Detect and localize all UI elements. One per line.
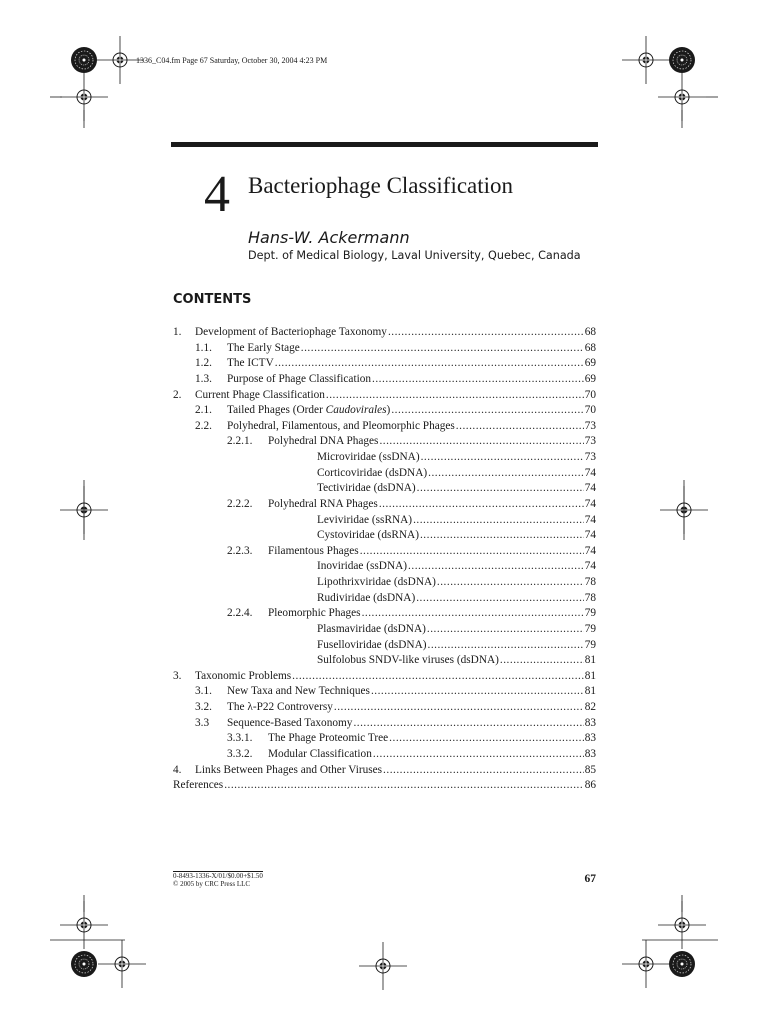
toc-entry <box>173 389 596 405</box>
toc-entry-page: 78 <box>584 591 596 604</box>
toc-entry <box>173 623 596 639</box>
toc-entry-title-text: The λ-P22 Controversy <box>227 701 333 713</box>
toc-entry <box>173 451 596 467</box>
chapter-author: Hans-W. Ackermann <box>248 228 410 247</box>
toc-entry-title-text: Lipothrixviridae (dsDNA) <box>317 576 436 588</box>
toc-entry <box>173 685 596 701</box>
dot-leader <box>391 404 583 416</box>
toc-entry <box>173 560 596 576</box>
toc-entry-title <box>268 498 378 510</box>
toc-entry-title-text: Polyhedral RNA Phages <box>268 497 378 510</box>
toc-entry-page: 74 <box>584 466 596 479</box>
toc-entry-title-text: Plasmaviridae (dsDNA) <box>317 622 426 635</box>
toc-entry <box>173 529 596 545</box>
toc-entry-page: 79 <box>584 607 596 620</box>
toc-entry-page: 73 <box>584 419 596 432</box>
dot-leader <box>362 607 584 619</box>
dot-leader <box>334 701 584 713</box>
toc-entry-title-text: References <box>173 779 224 792</box>
toc-entry-title <box>173 779 223 791</box>
toc-entry <box>173 701 596 717</box>
toc-entry-title <box>317 639 427 651</box>
toc-entry <box>173 357 596 373</box>
toc-entry-page: 74 <box>584 513 596 526</box>
toc-entry-title <box>227 404 390 416</box>
toc-entry-page: 86 <box>584 779 596 792</box>
dot-leader <box>417 482 584 494</box>
toc-entry <box>173 326 596 342</box>
dot-leader <box>420 529 584 541</box>
dot-leader <box>437 576 584 588</box>
toc-entry-title <box>227 420 455 432</box>
toc-entry-page: 73 <box>584 451 596 463</box>
toc-entry <box>173 764 596 780</box>
toc-entry-title <box>268 435 378 447</box>
toc-entry <box>173 545 596 561</box>
contents-heading: CONTENTS <box>173 292 252 307</box>
toc-entry <box>173 342 596 358</box>
dot-leader <box>416 592 584 604</box>
footer-code <box>173 871 263 888</box>
toc-entry-number: 2.1. <box>195 404 212 417</box>
dot-leader <box>360 545 584 557</box>
toc-entry-title-text: Corticoviridae (dsDNA) <box>317 466 428 479</box>
toc-entry-page: 83 <box>584 716 596 729</box>
toc-entry <box>173 639 596 655</box>
toc-entry-title <box>195 326 387 338</box>
toc-entry-title-text: Links Between Phages and Other Viruses <box>195 763 383 776</box>
toc-entry-title-text: Inoviridae (ssDNA) <box>317 560 408 573</box>
toc-entry-title <box>317 576 436 588</box>
toc-entry <box>173 576 596 592</box>
toc-entry-page: 70 <box>584 388 596 401</box>
toc-entry-page: 74 <box>584 482 596 495</box>
toc-entry-page: 69 <box>584 372 596 385</box>
dot-leader <box>389 732 584 744</box>
toc-entry-page: 68 <box>584 326 596 338</box>
toc-entry <box>173 404 596 420</box>
dot-leader <box>371 685 584 697</box>
toc-entry-title <box>268 732 388 744</box>
toc-entry-page: 78 <box>584 576 596 588</box>
toc-entry-number: 3.3.2. <box>227 747 253 760</box>
page-number: 67 <box>584 873 596 885</box>
toc-entry-title <box>268 607 361 619</box>
toc-entry-title <box>227 357 274 369</box>
toc-entry <box>173 670 596 686</box>
dot-leader <box>353 717 583 729</box>
toc-entry <box>173 467 596 483</box>
dot-leader <box>413 514 584 526</box>
toc-entry-number: 2.2.2. <box>227 497 253 510</box>
toc-entry-title <box>317 467 427 479</box>
toc-entry-page: 83 <box>584 747 596 760</box>
toc-entry-title <box>195 389 325 401</box>
dot-leader <box>456 420 584 432</box>
toc-entry-page: 73 <box>584 435 596 448</box>
dot-leader <box>373 748 584 760</box>
chapter-number: 4 <box>204 166 230 223</box>
toc-entry-number: 1.2. <box>195 357 212 370</box>
dot-leader <box>428 467 584 479</box>
toc-entry-title <box>227 342 300 354</box>
dot-leader <box>224 779 584 791</box>
toc-entry-title <box>317 560 407 572</box>
dot-leader <box>421 451 584 463</box>
toc-entry-title-text: Cystoviridae (dsRNA) <box>317 529 419 542</box>
toc-entry-number: 3.1. <box>195 685 212 698</box>
toc-entry-number: 2.2.4. <box>227 607 253 620</box>
toc-entry-number: 3.2. <box>195 701 212 713</box>
toc-entry-title-text: Rudiviridae (dsDNA) <box>317 591 416 604</box>
dot-leader <box>301 342 584 354</box>
toc-entry-title <box>317 529 419 541</box>
dot-leader <box>427 623 584 635</box>
toc-entry-page: 85 <box>584 763 596 776</box>
toc-entry-page: 74 <box>584 497 596 510</box>
dot-leader <box>379 498 584 510</box>
toc-entry-page: 81 <box>584 669 596 682</box>
toc-entry-title-text: Current Phage Classification <box>195 388 325 401</box>
toc-entry-title <box>227 685 370 697</box>
toc-entry <box>173 654 596 670</box>
toc-entry-title-text: Filamentous Phages <box>268 544 359 557</box>
print-slug: 1336_C04.fm Page 67 Saturday, October 30, 2004 4:23 PM <box>136 56 328 65</box>
toc-entry-title-text: Taxonomic Problems <box>195 669 292 682</box>
toc-entry-page: 69 <box>584 357 596 370</box>
toc-entry-title-text: Modular Classification <box>268 747 372 760</box>
toc-entry-title-text: New Taxa and New Techniques <box>227 685 370 698</box>
toc-entry-title-text: The Phage Proteomic Tree <box>268 732 389 745</box>
isbn-line: 0-8493-1336-X/01/$0.00+$1.50 <box>173 872 263 880</box>
toc-entry <box>173 592 596 608</box>
dot-leader <box>275 357 584 369</box>
toc-entry-title-text: Development of Bacteriophage Taxonomy <box>195 326 387 338</box>
toc-entry-page: 74 <box>584 560 596 573</box>
toc-entry <box>173 732 596 748</box>
dot-leader <box>326 389 584 401</box>
chapter-rule <box>171 142 598 147</box>
toc-entry-page: 83 <box>584 732 596 745</box>
toc-entry-number: 2.2.1. <box>227 435 253 448</box>
toc-entry <box>173 482 596 498</box>
toc-entry-title <box>227 373 371 385</box>
toc-entry-title-text: Purpose of Phage Classification <box>227 372 372 385</box>
toc-entry-page: 79 <box>584 622 596 635</box>
dot-leader <box>388 326 584 338</box>
toc-entry-page: 82 <box>584 701 596 713</box>
author-affiliation: Dept. of Medical Biology, Laval University, Quebec, Canada <box>248 249 581 262</box>
toc-entry-title-suffix: ) <box>386 404 391 417</box>
toc-entry-title-text: Leviviridae (ssRNA) <box>317 513 413 526</box>
toc-entry-number: 1. <box>173 326 182 338</box>
toc-entry <box>173 607 596 623</box>
dot-leader <box>500 654 584 666</box>
toc-entry-title <box>195 764 382 776</box>
toc-entry <box>173 435 596 451</box>
table-of-contents <box>173 326 596 795</box>
toc-entry-number: 2.2.3. <box>227 544 253 557</box>
toc-entry-number: 2.2. <box>195 419 212 432</box>
copyright-line: © 2005 by CRC Press LLC <box>173 880 251 888</box>
dot-leader <box>372 373 584 385</box>
toc-entry-title <box>317 654 499 666</box>
toc-entry-number: 3.3 <box>195 716 210 729</box>
toc-entry-number: 3.3.1. <box>227 732 253 745</box>
toc-entry-title <box>268 748 372 760</box>
toc-entry-title <box>195 670 291 682</box>
toc-entry-title-text: Pleomorphic Phages <box>268 607 361 620</box>
toc-entry <box>173 779 596 795</box>
toc-entry-title <box>268 545 359 557</box>
dot-leader <box>379 435 583 447</box>
toc-entry-title <box>317 592 415 604</box>
toc-entry-title-text: Microviridae (ssDNA) <box>317 451 420 463</box>
toc-entry-number: 1.1. <box>195 341 212 354</box>
toc-entry-title <box>317 451 420 463</box>
chapter-title: Bacteriophage Classification <box>248 173 514 198</box>
toc-entry <box>173 498 596 514</box>
toc-entry-title-text: The Early Stage <box>227 341 300 354</box>
dot-leader <box>428 639 584 651</box>
toc-entry-title-text: The ICTV <box>227 357 274 370</box>
toc-entry-title-text: Polyhedral DNA Phages <box>268 435 379 448</box>
dot-leader <box>292 670 584 682</box>
toc-entry-title-italic: Caudovirales <box>325 404 387 417</box>
toc-entry-title <box>227 717 352 729</box>
toc-entry <box>173 514 596 530</box>
toc-entry-number: 3. <box>173 669 182 682</box>
toc-entry-title-text: Tectiviridae (dsDNA) <box>317 482 416 495</box>
toc-entry-page: 81 <box>584 685 596 698</box>
toc-entry-page: 74 <box>584 529 596 542</box>
toc-entry-page: 79 <box>584 638 596 651</box>
toc-entry-title-text: Fuselloviridae (dsDNA) <box>317 638 427 651</box>
toc-entry-number: 2. <box>173 388 182 401</box>
toc-entry-title-text: Sulfolobus SNDV-like viruses (dsDNA) <box>317 654 499 667</box>
toc-entry-title-text: Sequence-Based Taxonomy <box>227 716 353 729</box>
toc-entry-page: 70 <box>584 404 596 417</box>
toc-entry-title <box>227 701 333 713</box>
toc-entry-title <box>317 623 426 635</box>
toc-entry-page: 81 <box>584 654 596 667</box>
toc-entry-title-text: Polyhedral, Filamentous, and Pleomorphic Phages <box>227 419 455 432</box>
toc-entry-title <box>317 482 416 494</box>
toc-entry-number: 4. <box>173 763 182 776</box>
toc-entry-number: 1.3. <box>195 372 212 385</box>
toc-entry-page: 74 <box>584 544 596 557</box>
toc-entry-page: 68 <box>584 341 596 354</box>
toc-entry <box>173 717 596 733</box>
dot-leader <box>383 764 584 776</box>
toc-entry <box>173 373 596 389</box>
toc-entry-title <box>317 514 412 526</box>
toc-entry <box>173 420 596 436</box>
dot-leader <box>408 560 584 572</box>
toc-entry <box>173 748 596 764</box>
toc-entry-title-text: Tailed Phages (Order <box>227 404 326 417</box>
